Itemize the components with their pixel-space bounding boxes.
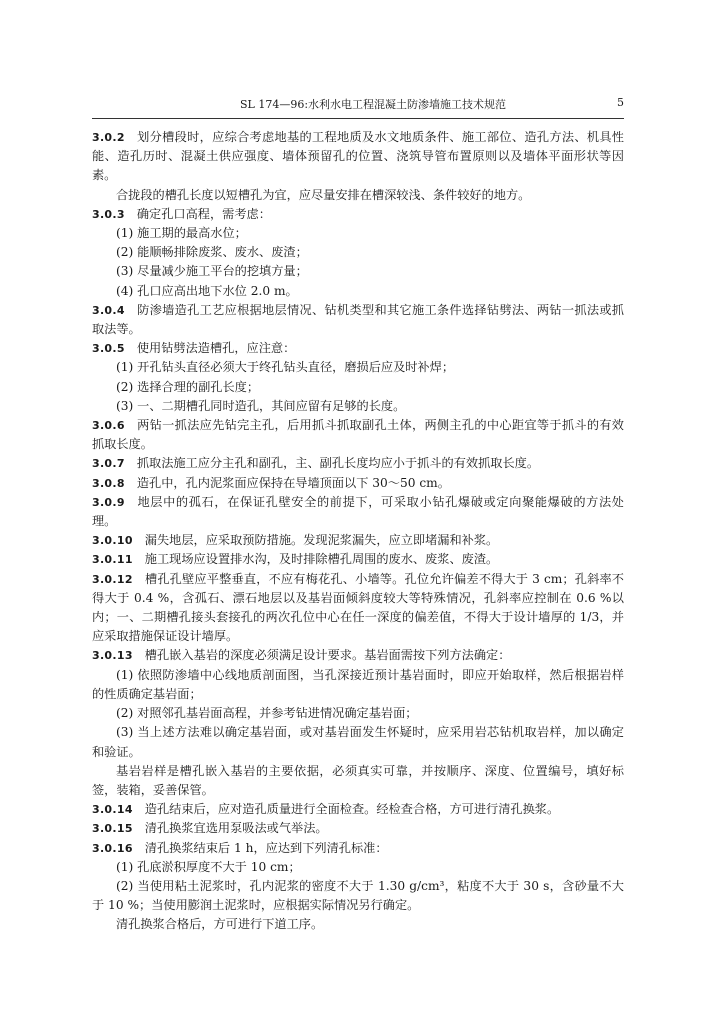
clause-number: 3.0.8 (92, 476, 125, 490)
list-item-text: (1) 孔底淤积厚度不大于 10 cm； (116, 859, 301, 874)
list-item-text: (2) 选择合理的副孔长度； (116, 379, 260, 394)
list-item (92, 397, 624, 416)
clause-number: 3.0.2 (92, 131, 125, 144)
clause-3-0-8 (92, 474, 624, 493)
clause-number: 3.0.7 (92, 457, 125, 471)
clause-text: 清孔换浆合格后，方可进行下道工序。 (116, 917, 324, 932)
clause-text: 槽孔孔壁应平整垂直，不应有梅花孔、小墙等。孔位允许偏差不得大于 3 cm；孔斜率不得大于 0.4 %，含孤石、漂石地层以及基岩面倾斜度较大等特殊情况，孔斜率应控制在 0.6 %以内；一、二期槽孔接头套接孔的两次孔位中心在任一深度的偏差值，不得大于设计墙厚的 1/3，并应采取措施保证设计墙厚。 (92, 571, 624, 644)
clause-text: 抓取法施工应分主孔和副孔，主、副孔长度均应小于抓斗的有效抓取长度。 (136, 456, 540, 471)
list-item-text: (4) 孔口应高出地下水位 2.0 m。 (116, 283, 298, 298)
clause-number: 3.0.4 (92, 303, 125, 317)
clause-3-0-2 (92, 128, 624, 186)
clause-3-0-7 (92, 454, 624, 473)
clause-text: 清孔换浆结束后 1 h，应达到下列清孔标准： (144, 840, 388, 855)
clause-3-0-6 (92, 416, 624, 454)
document-body (92, 128, 624, 935)
list-item-text: (2) 当使用粘土泥浆时，孔内泥浆的密度不大于 1.30 g/cm³，粘度不大于 30 s，含砂量不大于 10 %；当使用膨润土泥浆时，应根据实际情况另行确定。 (92, 878, 624, 913)
list-item (92, 378, 624, 397)
clause-3-0-9 (92, 493, 624, 531)
clause-3-0-5 (92, 339, 624, 358)
clause-text: 确定孔口高程，需考虑： (136, 206, 271, 221)
clause-3-0-3 (92, 205, 624, 224)
clause-3-0-10 (92, 531, 624, 550)
clause-3-0-15 (92, 819, 624, 838)
list-item-text: (1) 依照防渗墙中心线地质剖面图，当孔深接近预计基岩面时，即应开始取样，然后根据岩样的性质确定基岩面； (92, 667, 624, 701)
list-item-text: (2) 对照邻孔基岩面高程，并参考钻进情况确定基岩面； (116, 706, 418, 721)
clause-number: 3.0.14 (92, 803, 133, 817)
list-item-text: (1) 施工期的最高水位； (116, 226, 247, 241)
clause-3-0-11 (92, 550, 624, 569)
header-title: SL 174—96:水利水电工程混凝土防渗墙施工技术规范 (240, 98, 507, 111)
list-item (92, 858, 624, 877)
list-item-text: (1) 开孔钻头直径必须大于终孔钻头直径，磨损后应及时补焊； (116, 360, 455, 375)
list-item-text: (3) 尽量减少施工平台的挖填方量； (116, 264, 308, 279)
list-item (92, 224, 624, 243)
clause-number: 3.0.12 (92, 572, 133, 586)
clause-text: 两钻一抓法应先钻完主孔，后用抓斗抓取副孔土体，两侧主孔的中心距宜等于抓斗的有效抓取长度。 (92, 418, 624, 452)
clause-number: 3.0.10 (92, 534, 133, 548)
clause-text: 清孔换浆宜选用泵吸法或气举法。 (144, 821, 328, 836)
clause-3-0-12 (92, 570, 624, 647)
clause-note (92, 915, 624, 934)
clause-text: 漏失地层，应采取预防措施。发现泥浆漏失，应立即堵漏和补浆。 (144, 533, 499, 548)
list-item (92, 666, 624, 704)
header-rule (92, 118, 624, 119)
clause-text: 造孔中，孔内泥浆面应保持在导墙顶面以下 30～50 cm。 (136, 475, 450, 490)
clause-text: 基岩岩样是槽孔嵌入基岩的主要依据，必须真实可靠，并按顺序、深度、位置编号，填好标签，装箱，妥善保管。 (92, 763, 624, 797)
clause-text: 槽孔嵌入基岩的深度必须满足设计要求。基岩面需按下列方法确定： (144, 648, 511, 663)
clause-number: 3.0.16 (92, 841, 133, 855)
clause-number: 3.0.11 (92, 553, 133, 567)
clause-text: 划分槽段时，应综合考虑地基的工程地质及水文地质条件、施工部位、造孔方法、机具性能、造孔历时、混凝土供应强度、墙体预留孔的位置、浇筑导管布置原则以及墙体平面形状等因素。 (92, 130, 624, 183)
clause-3-0-13 (92, 646, 624, 665)
list-item (92, 704, 624, 723)
list-item-text: (2) 能顺畅排除废浆、废水、废渣； (116, 245, 308, 260)
clause-note (92, 186, 624, 205)
clause-note (92, 762, 624, 800)
clause-text: 造孔结束后，应对造孔质量进行全面检查。经检查合格，方可进行清孔换浆。 (144, 802, 560, 817)
clause-text: 合拢段的槽孔长度以短槽孔为宜，应尽量安排在槽深较浅、条件较好的地方。 (116, 187, 531, 202)
page-header (92, 96, 624, 112)
list-item (92, 282, 624, 301)
clause-3-0-14 (92, 800, 624, 819)
clause-number: 3.0.9 (92, 495, 125, 509)
page-number: 5 (617, 96, 624, 109)
clause-3-0-4 (92, 301, 624, 339)
clause-text: 使用钻劈法造槽孔，应注意： (136, 341, 296, 356)
clause-number: 3.0.15 (92, 822, 133, 836)
clause-text: 防渗墙造孔工艺应根据地层情况、钻机类型和其它施工条件选择钻劈法、两钻一抓法或抓取法等。 (92, 302, 624, 337)
list-item (92, 262, 624, 281)
list-item-text: (3) 当上述方法难以确定基岩面，或对基岩面发生怀疑时，应采用岩芯钻机取岩样，加以确定和验证。 (92, 725, 624, 759)
list-item (92, 877, 624, 915)
list-item-text: (3) 一、二期槽孔同时造孔，其间应留有足够的长度。 (116, 398, 406, 413)
clause-number: 3.0.5 (92, 342, 125, 356)
list-item (92, 358, 624, 377)
list-item (92, 723, 624, 761)
clause-text: 地层中的孤石，在保证孔壁安全的前提下，可采取小钻孔爆破或定向聚能爆破的方法处理。 (92, 494, 624, 529)
clause-3-0-16 (92, 839, 624, 858)
clause-number: 3.0.13 (92, 649, 133, 663)
list-item (92, 243, 624, 262)
clause-number: 3.0.6 (92, 419, 125, 433)
clause-text: 施工现场应设置排水沟，及时排除槽孔周围的废水、废浆、废渣。 (144, 552, 499, 567)
clause-number: 3.0.3 (92, 207, 125, 221)
